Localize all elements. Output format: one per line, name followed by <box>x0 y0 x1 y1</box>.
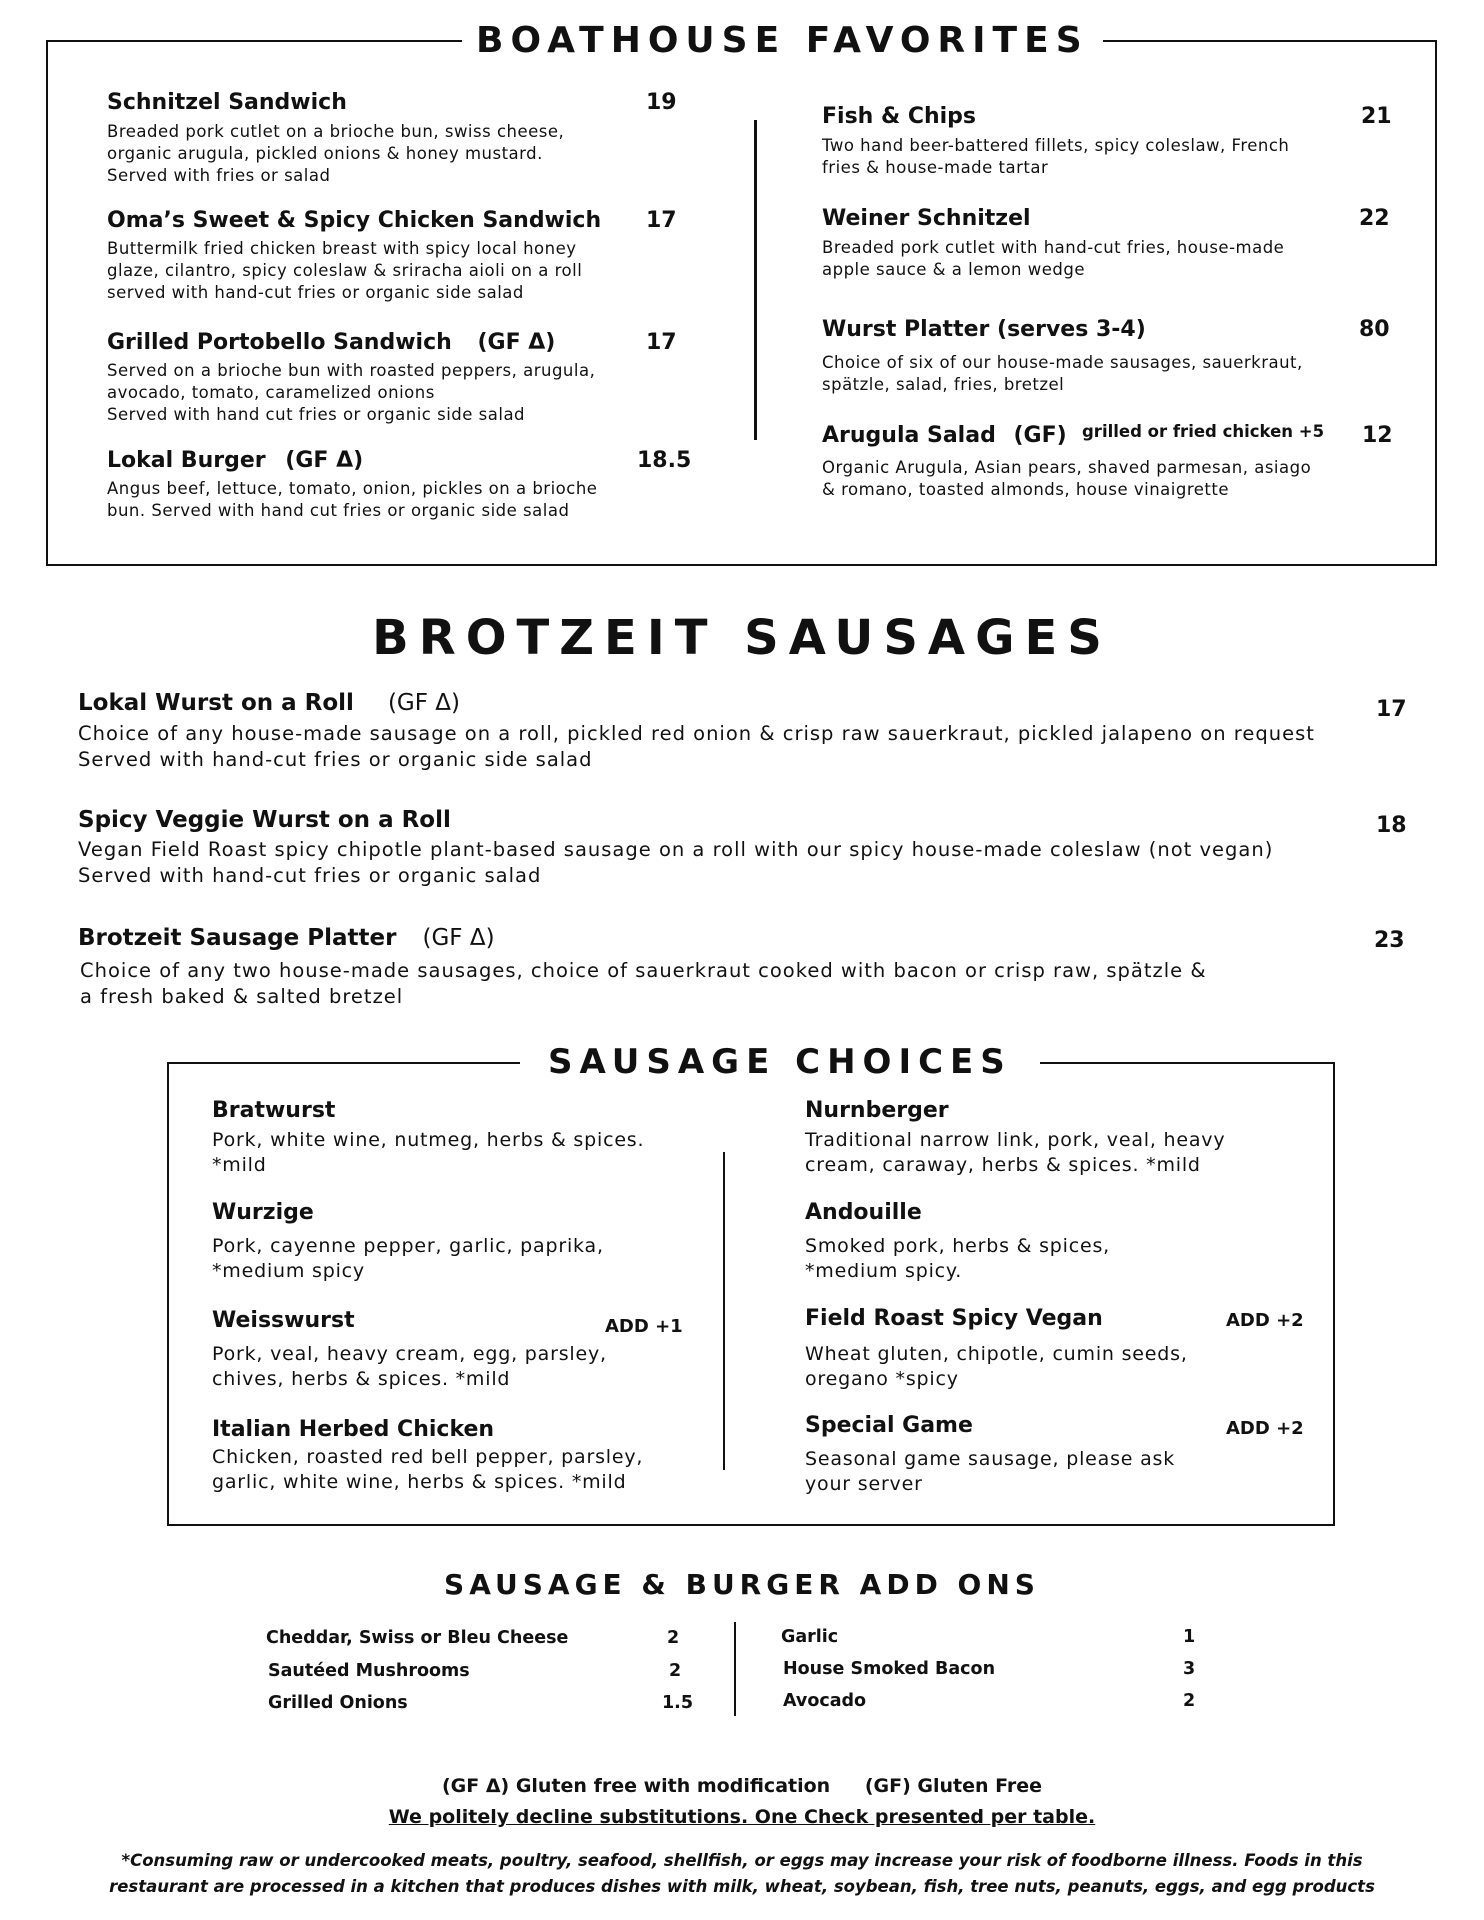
gf-modification-tag: (GF Δ) <box>387 690 460 716</box>
add-on-price: 2 <box>667 1628 680 1648</box>
menu-item-description <box>822 352 1303 396</box>
desc-line: Chicken, roasted red bell pepper, parsley, <box>212 1446 644 1468</box>
add-on-price: 2 <box>669 1661 682 1681</box>
desc-line: Two hand beer-battered fillets, spicy coleslaw, French <box>822 136 1290 155</box>
desc-line: Wheat gluten, chipotle, cumin seeds, <box>805 1343 1188 1365</box>
menu-item-name: Schnitzel Sandwich <box>107 90 347 115</box>
desc-line: Buttermilk fried chicken breast with spicy local honey <box>107 239 577 258</box>
add-on-name: Cheddar, Swiss or Bleu Cheese <box>266 1628 569 1648</box>
add-on-name: Avocado <box>783 1691 867 1711</box>
item-title: Brotzeit Sausage Platter <box>78 925 397 951</box>
sausage-description <box>212 1128 644 1178</box>
add-on-name: House Smoked Bacon <box>783 1659 996 1679</box>
menu-item-name <box>107 330 555 355</box>
sausage-description <box>212 1445 643 1495</box>
menu-item-price: 18 <box>1376 813 1407 838</box>
item-title: Lokal Wurst on a Roll <box>78 690 354 716</box>
sausage-upcharge: ADD +2 <box>1226 1418 1304 1439</box>
menu-item-name: Oma’s Sweet & Spicy Chicken Sandwich <box>107 208 602 233</box>
gf-modification-tag: (GF Δ) <box>477 330 556 355</box>
gf-modification-tag: (GF Δ) <box>285 448 364 473</box>
menu-item-name: Weiner Schnitzel <box>822 206 1031 231</box>
sausage-name: Italian Herbed Chicken <box>212 1417 495 1442</box>
sausage-description <box>805 1234 1110 1284</box>
menu-item-name <box>78 690 460 716</box>
sausage-description <box>805 1447 1175 1497</box>
consumer-advisory-line-2: restaurant are processed in a kitchen that produces dishes with milk, wheat, soybean, fish, tree nuts, peanuts, eggs, and egg products <box>109 1877 1375 1896</box>
desc-line: Organic Arugula, Asian pears, shaved parmesan, asiago <box>822 458 1312 477</box>
sausage-description <box>805 1128 1225 1178</box>
desc-line: bun. Served with hand cut fries or organic side salad <box>107 501 570 520</box>
sausage-name: Andouille <box>805 1200 922 1225</box>
desc-line: Pork, white wine, nutmeg, herbs & spices. <box>212 1129 645 1151</box>
desc-line: Angus beef, lettuce, tomato, onion, pickles on a brioche <box>107 479 598 498</box>
add-ons-title: SAUSAGE & BURGER ADD ONS <box>444 1568 1040 1601</box>
choices-divider <box>723 1152 725 1470</box>
desc-line: Served on a brioche bun with roasted peppers, arugula, <box>107 361 596 380</box>
sausage-name: Special Game <box>805 1413 973 1438</box>
menu-item-price: 23 <box>1374 928 1405 953</box>
desc-line: avocado, tomato, caramelized onions <box>107 383 435 402</box>
item-title: Lokal Burger <box>107 448 266 473</box>
add-on-name: Sautéed Mushrooms <box>268 1661 470 1681</box>
sausage-name: Field Roast Spicy Vegan <box>805 1306 1103 1331</box>
sausage-name: Bratwurst <box>212 1098 336 1123</box>
sausage-name: Weisswurst <box>212 1308 355 1333</box>
desc-line: Served with fries or salad <box>107 166 331 185</box>
desc-line: Pork, veal, heavy cream, egg, parsley, <box>212 1343 607 1365</box>
menu-item-name: Spicy Veggie Wurst on a Roll <box>78 807 451 833</box>
desc-line: glaze, cilantro, spicy coleslaw & sriracha aioli on a roll <box>107 261 583 280</box>
sausage-description <box>212 1342 607 1392</box>
favorites-divider <box>754 120 757 440</box>
desc-line: *medium spicy. <box>805 1260 963 1282</box>
gluten-free-legend <box>0 1775 1484 1797</box>
favorites-title: BOATHOUSE FAVORITES <box>462 20 1103 61</box>
menu-item-price: 22 <box>1359 206 1390 231</box>
desc-line: Smoked pork, herbs & spices, <box>805 1235 1110 1257</box>
menu-item-description <box>822 135 1289 179</box>
add-on-name: Grilled Onions <box>268 1693 408 1713</box>
menu-item-description <box>78 721 1315 773</box>
menu-item-price: 19 <box>646 90 677 115</box>
desc-line: garlic, white wine, herbs & spices. *mild <box>212 1471 627 1493</box>
desc-line: & romano, toasted almonds, house vinaigrette <box>822 480 1229 499</box>
choices-title: SAUSAGE CHOICES <box>520 1042 1040 1082</box>
menu-item-note: grilled or fried chicken +5 <box>1082 422 1325 441</box>
menu-item-name <box>107 448 363 473</box>
sausage-name: Wurzige <box>212 1200 314 1225</box>
sausage-name: Nurnberger <box>805 1098 949 1123</box>
brotzeit-title: BROTZEIT SAUSAGES <box>372 610 1112 666</box>
desc-line: Traditional narrow link, pork, veal, heavy <box>805 1129 1226 1151</box>
desc-line: *mild <box>212 1154 267 1176</box>
desc-line: Breaded pork cutlet on a brioche bun, swiss cheese, <box>107 122 565 141</box>
menu-item-description <box>107 121 564 187</box>
desc-line: fries & house-made tartar <box>822 158 1049 177</box>
menu-item-price: 17 <box>646 208 677 233</box>
desc-line: Breaded pork cutlet with hand-cut fries, house-made <box>822 238 1285 257</box>
desc-line: served with hand-cut fries or organic side salad <box>107 283 524 302</box>
desc-line: Vegan Field Roast spicy chipotle plant-based sausage on a roll with our spicy house-made coleslaw (not vegan) <box>78 838 1274 861</box>
add-ons-divider <box>734 1622 736 1716</box>
item-title: Arugula Salad <box>822 423 996 448</box>
desc-line: spätzle, salad, fries, bretzel <box>822 375 1065 394</box>
desc-line: Choice of any two house-made sausages, choice of sauerkraut cooked with bacon or crisp raw, spätzle & <box>80 959 1207 982</box>
desc-line: Choice of six of our house-made sausages, sauerkraut, <box>822 353 1303 372</box>
desc-line: a fresh baked & salted bretzel <box>80 985 404 1008</box>
sausage-upcharge: ADD +1 <box>605 1316 683 1337</box>
menu-item-price: 12 <box>1362 423 1393 448</box>
desc-line: Pork, cayenne pepper, garlic, paprika, <box>212 1235 604 1257</box>
add-on-price: 1.5 <box>662 1693 694 1713</box>
item-title: Grilled Portobello Sandwich <box>107 330 452 355</box>
desc-line: organic arugula, pickled onions & honey mustard. <box>107 144 543 163</box>
desc-line: *medium spicy <box>212 1260 365 1282</box>
menu-item-description <box>107 360 595 426</box>
desc-line: apple sauce & a lemon wedge <box>822 260 1085 279</box>
add-on-name: Garlic <box>781 1627 839 1647</box>
desc-line: cream, caraway, herbs & spices. *mild <box>805 1154 1201 1176</box>
menu-item-description <box>78 837 1273 889</box>
menu-item-description <box>107 478 597 522</box>
desc-line: Seasonal game sausage, please ask <box>805 1448 1176 1470</box>
sausage-upcharge: ADD +2 <box>1226 1310 1304 1331</box>
menu-item-name <box>78 925 495 951</box>
gf-tag: (GF) <box>1013 423 1067 448</box>
desc-line: Served with hand-cut fries or organic salad <box>78 864 542 887</box>
menu-item-description <box>80 958 1207 1010</box>
desc-line: your server <box>805 1473 923 1495</box>
desc-line: Served with hand-cut fries or organic side salad <box>78 748 593 771</box>
sausage-description <box>212 1234 604 1284</box>
menu-item-price: 21 <box>1361 104 1392 129</box>
substitution-policy: We politely decline substitutions. One Check presented per table. <box>388 1806 1096 1828</box>
menu-item-name: Wurst Platter (serves 3-4) <box>822 317 1146 342</box>
menu-item-description <box>107 238 582 304</box>
desc-line: Choice of any house-made sausage on a roll, pickled red onion & crisp raw sauerkraut, pickled jalapeno on request <box>78 722 1315 745</box>
sausage-description <box>805 1342 1188 1392</box>
add-on-price: 3 <box>1183 1659 1196 1679</box>
menu-item-name <box>822 423 1067 448</box>
gf-modification-legend: (GF Δ) Gluten free with modification <box>441 1775 831 1797</box>
menu-item-price: 17 <box>1376 697 1407 722</box>
menu-item-price: 17 <box>646 330 677 355</box>
menu-item-name: Fish & Chips <box>822 104 977 129</box>
gf-legend: (GF) Gluten Free <box>864 1775 1043 1797</box>
add-on-price: 2 <box>1183 1691 1196 1711</box>
menu-item-price: 80 <box>1359 317 1390 342</box>
desc-line: chives, herbs & spices. *mild <box>212 1368 511 1390</box>
menu-item-description <box>822 457 1311 501</box>
menu-item-description <box>822 237 1284 281</box>
gf-modification-tag: (GF Δ) <box>422 925 495 951</box>
desc-line: Served with hand cut fries or organic side salad <box>107 405 526 424</box>
desc-line: oregano *spicy <box>805 1368 959 1390</box>
add-on-price: 1 <box>1183 1627 1196 1647</box>
menu-item-price: 18.5 <box>637 448 692 473</box>
consumer-advisory-line-1: *Consuming raw or undercooked meats, poultry, seafood, shellfish, or eggs may increase your risk of foodborne illness. Foods in this <box>121 1851 1363 1870</box>
